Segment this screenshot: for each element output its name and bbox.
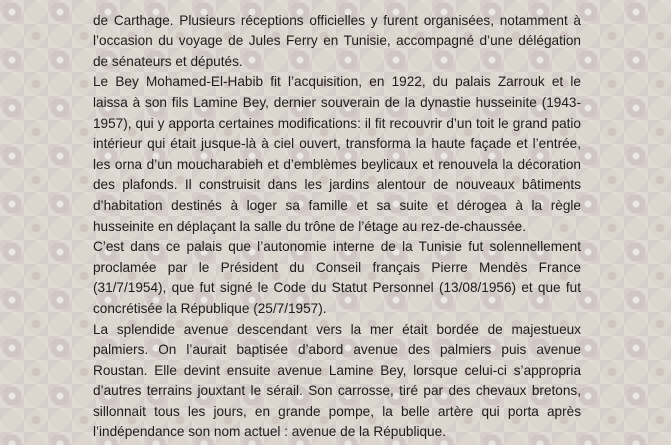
paragraph-avenue-palmiers: La splendide avenue descendant vers la mer était bordée de majestueux palmiers. On l’aurait baptisée d’abord avenue des palmiers puis avenue Roustan. Elle devint ensuite avenue Lamine Bey, lorsque celui-ci s’appropria d’autres terrains jouxtant le sérail. Son carrosse, tiré par des chevaux bretons, sillonnait tous les jours, en grande pompe, la belle artère qui porta après l’indépendance son nom actuel : avenue de la République.: [93, 321, 581, 440]
text-column: [93, 0, 581, 443]
cut-off-top-line: [93, 0, 581, 11]
paragraph-carthage-receptions: de Carthage. Plusieurs réceptions officielles y furent organisées, notamment à l’occasion du voyage de Jules Ferry en Tunisie, accompagné d’une délégation de sénateurs et députés.: [93, 12, 581, 69]
paragraph-autonomie-interne: C’est dans ce palais que l’autonomie interne de la Tunisie fut solennellement proclamée par le Président du Conseil français Pierre Mendès France (31/7/1954), que fut signé le Code du Statut Personnel (13/08/1956) et que fut concrétisée la République (25/7/1957).: [93, 239, 581, 316]
paragraph-palais-zarrouk: Le Bey Mohamed-El-Habib fit l’acquisition, en 1922, du palais Zarrouk et le laissa à son fils Lamine Bey, dernier souverain de la dynastie husseinite (1943-1957), qui y apporta certaines modifications: il fit recouvrir d’un toit le grand patio intérieur qui était jusque-là à ciel ouvert, transforma la haute façade et l’entrée, les orna d’un moucharabieh et d’emblèmes beylicaux et renouvela la décoration des plafonds. Il construisit dans les jardins alentour de nouveaux bâtiments d’habitation destinés à loger sa famille et sa suite et dérogea à la règle husseinite en déplaçant la salle du trône de l’étage au rez-de-chaussée.: [93, 74, 581, 234]
